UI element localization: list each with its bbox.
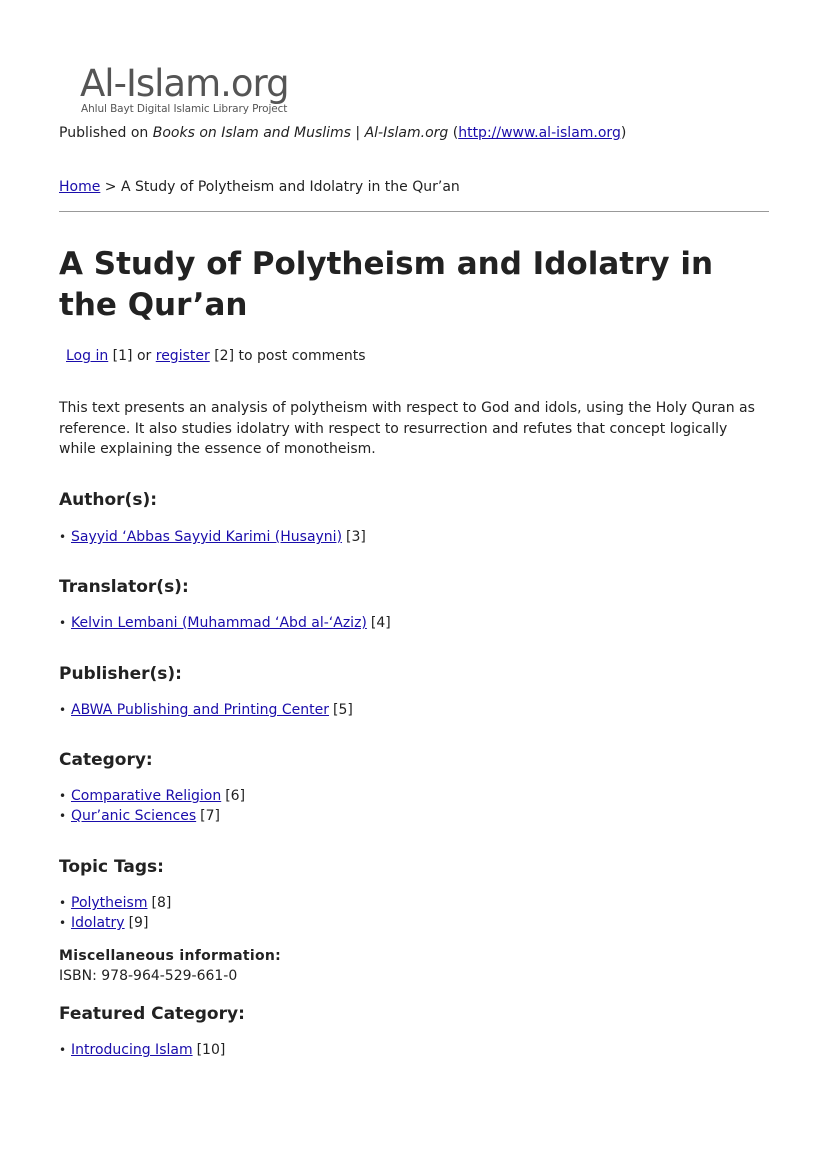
register-link[interactable]: register (155, 348, 210, 364)
featured-category-heading: Featured Category: (59, 1004, 245, 1024)
bullet-icon: • (59, 616, 67, 630)
bullet-icon: • (59, 703, 67, 717)
tag-link[interactable]: Idolatry (71, 915, 125, 931)
reference-number: [8] (151, 895, 172, 911)
reference-number: [10] (196, 1042, 226, 1058)
bullet-icon: • (59, 896, 67, 910)
breadcrumb (59, 179, 460, 195)
breadcrumb-separator: > (104, 179, 117, 195)
page-title-line-2: the Qur’an (59, 287, 248, 323)
reference-number: [3] (346, 529, 366, 545)
bullet-icon: • (59, 916, 67, 930)
register-ref: [2] (214, 348, 235, 364)
misc-heading: Miscellaneous information: (59, 948, 282, 964)
topic-tags-heading: Topic Tags: (59, 857, 164, 877)
list-item (59, 1042, 225, 1058)
published-line (59, 125, 626, 141)
page-title-line-1: A Study of Polytheism and Idolatry in (59, 246, 714, 282)
site-logo[interactable] (80, 64, 320, 120)
list-item (59, 808, 220, 824)
reference-number: [9] (128, 915, 149, 931)
list-item (59, 529, 366, 545)
reference-number: [4] (370, 615, 391, 631)
publishers-heading: Publisher(s): (59, 664, 182, 684)
site-url-link[interactable]: http://www.al-islam.org (458, 125, 621, 141)
login-ref: [1] (112, 348, 133, 364)
publisher-link[interactable]: ABWA Publishing and Printing Center (71, 702, 330, 718)
logo-text: Al-Islam.org (80, 62, 289, 105)
featured-category-link[interactable]: Introducing Islam (71, 1042, 193, 1058)
divider (59, 211, 769, 212)
bullet-icon: • (59, 530, 67, 544)
category-heading: Category: (59, 750, 153, 770)
category-link[interactable]: Comparative Religion (71, 788, 222, 804)
reference-number: [5] (333, 702, 353, 718)
url-open: ( (452, 125, 459, 141)
breadcrumb-current: A Study of Polytheism and Idolatry in the Qur’an (120, 179, 460, 195)
reference-number: [7] (200, 808, 220, 824)
url-close: ) (620, 125, 627, 141)
category-link[interactable]: Qur’anic Sciences (71, 808, 197, 824)
list-item (59, 702, 353, 718)
isbn-value: ISBN: 978-964-529-661-0 (59, 968, 238, 984)
login-line (66, 348, 366, 364)
translator-link[interactable]: Kelvin Lembani (Muhammad ‘Abd al-‘Aziz) (71, 615, 367, 631)
bullet-icon: • (59, 789, 67, 803)
bullet-icon: • (59, 809, 67, 823)
tag-link[interactable]: Polytheism (71, 895, 148, 911)
published-prefix: Published on (59, 125, 149, 141)
translators-heading: Translator(s): (59, 577, 189, 597)
bullet-icon: • (59, 1043, 67, 1057)
list-item (59, 615, 391, 631)
intro-text: This text presents an analysis of polytheism with respect to God and idols, using the Holy Quran as reference. It also studies idolatry with respect to resurrection and refutes that concept logically while explaining the essence of monotheism. (59, 400, 755, 457)
page-title (59, 244, 759, 326)
site-name: Books on Islam and Muslims | Al-Islam.org (152, 125, 449, 141)
author-link[interactable]: Sayyid ‘Abbas Sayyid Karimi (Husayni) (71, 529, 343, 545)
login-link[interactable]: Log in (66, 348, 109, 364)
login-suffix: to post comments (238, 348, 366, 364)
logo-subtitle: Ahlul Bayt Digital Islamic Library Project (81, 103, 288, 115)
list-item (59, 895, 171, 911)
list-item (59, 788, 245, 804)
authors-heading: Author(s): (59, 490, 158, 510)
breadcrumb-home-link[interactable]: Home (59, 179, 101, 195)
reference-number: [6] (225, 788, 246, 804)
login-or: or (136, 348, 152, 364)
list-item (59, 915, 148, 931)
